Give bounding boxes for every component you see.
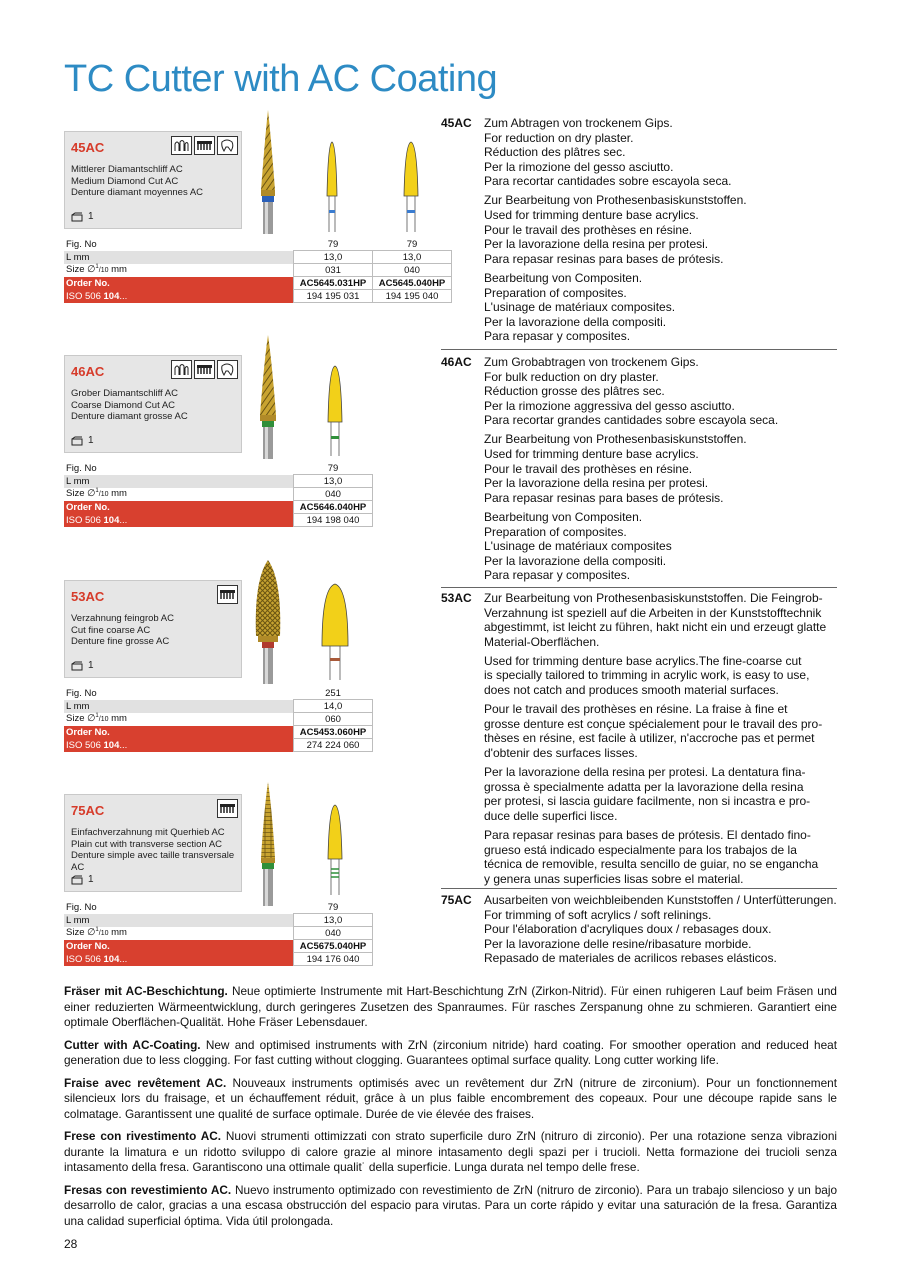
cutter-photo-75ac (250, 780, 286, 908)
plaster-model-icon (171, 360, 192, 379)
iso-label: ISO 506 104... (64, 290, 294, 303)
description-paragraph (484, 765, 837, 823)
description-body (484, 591, 837, 886)
pack-quantity: 1 (71, 211, 94, 222)
description-75ac: 75AC Ausarbeiten von weichbleibenden Kunststoffen / Unterfütterungen. For trimming of soft acrylics / soft relinings. Pour l'élaboration d'acryliques doux / rebasages doux. Per la lavorazione delle resine/ribasature morbide. Repasado de materiales de acrilicos rebases elásticos. (441, 893, 837, 966)
denture-icon (217, 799, 238, 818)
description-line: Para repasar resinas para bases de prótesis. El dentado fino- (484, 827, 811, 842)
product-names: Einfachverzahnung mit Querhieb AC Plain cut with transverse section AC Denture simple avec taille transversale AC (71, 827, 235, 873)
cutter-photo-46ac (250, 333, 286, 461)
description-line: Para repasar resinas para bases de prótesis. (484, 251, 724, 266)
iso-label: ISO 506 104... (64, 739, 294, 752)
cutter-drawing-45ac-040 (398, 140, 424, 234)
composite-tooth-icon (217, 136, 238, 155)
description-paragraph (484, 271, 837, 344)
pack-quantity: 1 (71, 435, 94, 446)
application-icons (171, 136, 238, 155)
description-line: técnica de removible, resulta sencillo de guiar, no se engancha (484, 857, 819, 872)
description-line: Pour le travail des prothèses en résine. La fraise à fine et (484, 702, 788, 717)
coating-info-en: Cutter with AC-Coating. New and optimised instruments with ZrN (zirconium nitride) hard coating. For smoother operation and reduced heat generation due to less clogging. For fast cutting without clogging. Guarantees optimal surface quality. Long cutter working life. (64, 1037, 837, 1067)
description-line: grueso está indicado especialmente para los trabajos de la (484, 842, 797, 857)
description-line: Per la lavorazione delle resine/ribasature morbide. (484, 936, 752, 951)
description-line: Bearbeitung von Compositen. (484, 270, 643, 285)
coating-info-de: Fräser mit AC-Beschichtung. Neue optimierte Instrumente mit Hart-Beschichtung ZrN (Zirkon-Nitrid). Für einen ruhigeren Lauf beim Fräsen und einer reduzierten Wärmeentwicklung, durch geringeres Zusetzen des Spanraumes. Für rasches Zerspanung ohne zu schmieren. Garantiert eine optimale Oberflächen-Qualität. Hohe Fräser Lebensdauer. (64, 984, 837, 1029)
denture-icon (194, 136, 215, 155)
description-paragraph (484, 193, 837, 266)
description-line: Pour le travail des prothèses en résine. (484, 461, 693, 476)
description-line: L'usinage de matériaux composites. (484, 300, 676, 315)
description-line: Per la lavorazione della resina per protesi. (484, 476, 709, 491)
description-line: Réduction grosse des plâtres sec. (484, 384, 665, 399)
denture-icon (194, 360, 215, 379)
description-body (484, 355, 837, 583)
cutter-photo-45ac (250, 108, 286, 236)
description-line: Per la rimozione del gesso asciutto. (484, 159, 674, 174)
description-line: thèses en résine, est facile à utilizer, n'accroche pas et permet (484, 731, 815, 746)
cutter-drawing-45ac-031 (322, 140, 342, 234)
package-icon (71, 875, 83, 885)
description-line: d'obtenir des surfaces lisses. (484, 745, 638, 760)
coating-info-fr: Fraise avec revêtement AC. Nouveaux instruments optimisés avec un revêtement dur ZrN (nitrure de zirconium). Pour un fonctionnement silencieux lors du fraisage, et un échauffement réduit, grâce à un plus faible encombrement des copeaux. Pour une découpe rapide sans le colmatage. Garantissent une qualité de surface optimale. Durée de vie élevée des fraises. (64, 1075, 837, 1121)
description-line: Para recortar cantidades sobre escayola seca. (484, 174, 732, 189)
description-line: For reduction on dry plaster. (484, 130, 634, 145)
description-paragraph (484, 702, 837, 760)
coating-info-es: Fresas con revestimiento AC. Nuevo instrumento optimizado con revestimiento de ZrN (nitruro de zirconio). Para un trabajo silencioso y un bajo desarrollo de calor, gracias a una escasa obstrucción del espacio para virutas. Para un corte rápido y evitar una saturación de la fresa. Garantiza una calidad superficial óptima. Vida útil prolongada. (64, 1182, 838, 1228)
description-body (484, 116, 837, 344)
spec-table-75ac: Fig. No 79 L mm 13,0 Size ∅$^1$/10 mm 040 Order No. AC5675.040HP ISO 506 104... 194 176 040 (64, 901, 373, 966)
description-line: Per la lavorazione della resina per protesi. (484, 237, 709, 252)
description-paragraph (484, 432, 837, 505)
spec-table-45ac: Fig. No 79 79 L mm 13,0 13,0 Size ∅$^1$/10 mm 031 040 Order No. AC5645.031HP AC5645.040HP ISO 506 104... 194 195 031 194 195 040 (64, 238, 452, 303)
product-code: 75AC (71, 803, 105, 818)
description-line: Zur Bearbeitung von Prothesenbasiskunststoffen. (484, 432, 747, 447)
product-code: 46AC (71, 364, 105, 379)
description-line: For bulk reduction on dry plaster. (484, 369, 659, 384)
application-icons (217, 585, 238, 604)
description-body (484, 893, 837, 966)
coating-info (64, 984, 837, 1236)
description-line: Material-Oberflächen. (484, 634, 600, 649)
description-line: Ausarbeiten von weichbleibenden Kunststoffen / Unterfütterungen. (484, 893, 837, 907)
description-line: Per la lavorazione della compositi. (484, 553, 667, 568)
description-line: Zum Abtragen von trockenem Gips. (484, 116, 673, 130)
package-icon (71, 212, 83, 222)
cutter-drawing-75ac (322, 803, 348, 897)
description-line: Verzahnung ist speziell auf die Arbeiten in der Kunststofftechnik (484, 605, 822, 620)
description-paragraph (484, 893, 837, 966)
composite-tooth-icon (217, 360, 238, 379)
description-line: does not catch and produces smooth material surfaces. (484, 683, 779, 698)
product-names: Mittlerer Diamantschliff AC Medium Diamond Cut AC Denture diamant moyennes AC (71, 164, 204, 198)
description-line: grosse denture est conçue spécialement pour le travail des pro- (484, 716, 823, 731)
plaster-model-icon (171, 136, 192, 155)
page-title: TC Cutter with AC Coating (64, 58, 498, 100)
description-line: Per la rimozione aggressiva del gesso asciutto. (484, 398, 735, 413)
description-line: For trimming of soft acrylics / soft relinings. (484, 907, 712, 922)
package-icon (71, 661, 83, 671)
cutter-photo-53ac (250, 558, 286, 686)
description-line: Used for trimming denture base acrylics.The fine-coarse cut (484, 653, 802, 668)
description-line: Per la lavorazione della resina per protesi. La dentatura fina- (484, 765, 806, 780)
description-line: Zur Bearbeitung von Prothesenbasiskunststoffen. Die Feingrob- (484, 591, 823, 605)
description-line: Repasado de materiales de acrilicos rebases elásticos. (484, 951, 777, 966)
description-45ac: 45AC Zum Abtragen von trockenem Gips. For reduction on dry plaster. Réduction des plâtres sec. Per la rimozione del gesso asciutto. Para recortar cantidades sobre escayola seca. Zur Bearbeitung von Prothesenbasiskunststoffen. Used for trimming denture base acrylics. Pour le travail des prothèses en résine. Per la lavorazione della resina per protesi. Para repasar resinas para bases de prótesis. Bearbeitung von Compositen. Preparation of composites. L'usinage de matériaux composites. Per la lavorazione della compositi. Para repasar y composites. (441, 116, 837, 348)
description-line: y genera unas superficies lisas sobre el material. (484, 871, 744, 886)
size-label: Size ∅$^1$/10 mm (66, 927, 127, 939)
description-line: Used for trimming denture base acrylics. (484, 447, 699, 462)
description-line: Zum Grobabtragen von trockenem Gips. (484, 355, 699, 369)
product-code: 45AC (71, 140, 105, 155)
iso-label: ISO 506 104... (64, 953, 294, 966)
package-icon (71, 436, 83, 446)
description-line: Para recortar grandes cantidades sobre escayola seca. (484, 413, 779, 428)
page-number: 28 (64, 1237, 78, 1251)
size-label: Size ∅$^1$/10 mm (66, 264, 127, 276)
product-card-46ac (64, 355, 242, 453)
spec-table-46ac: Fig. No 79 L mm 13,0 Size ∅$^1$/10 mm 040 Order No. AC5646.040HP ISO 506 104... 194 198 040 (64, 462, 373, 527)
description-line: duce delle superfici lisce. (484, 808, 618, 823)
product-card-45ac (64, 131, 242, 229)
description-line: Used for trimming denture base acrylics. (484, 208, 699, 223)
description-line: Para repasar y composites. (484, 329, 631, 344)
description-line: abgestimmt, ist leicht zu führen, hakt nicht ein und erzeugt glatte (484, 620, 827, 635)
description-line: Para repasar resinas para bases de prótesis. (484, 490, 724, 505)
application-icons (171, 360, 238, 379)
description-line: Pour l'élaboration d'acryliques doux / rebasages doux. (484, 922, 772, 937)
description-paragraph (484, 654, 837, 698)
description-line: is specially tailored to trimming in acrylic work, is easy to use, (484, 668, 810, 683)
description-paragraph (484, 828, 837, 886)
denture-icon (217, 585, 238, 604)
description-line: per protesi, si lascia guidare facilmente, non si incastra e pro- (484, 794, 811, 809)
description-line: Réduction des plâtres sec. (484, 145, 626, 160)
spec-table-53ac: Fig. No 251 L mm 14,0 Size ∅$^1$/10 mm 060 Order No. AC5453.060HP ISO 506 104... 274 224 060 (64, 687, 373, 752)
application-icons (217, 799, 238, 818)
description-line: Preparation of composites. (484, 285, 627, 300)
cutter-drawing-53ac (318, 582, 352, 682)
pack-quantity: 1 (71, 874, 94, 885)
description-53ac: 53AC Zur Bearbeitung von Prothesenbasiskunststoffen. Die Feingrob- Verzahnung ist speziell auf die Arbeiten in der Kunststofftechnik abgestimmt, ist leicht zu führen, hakt nicht ein und erzeugt glatte Material-Oberflächen. Used for trimming denture base acrylics.The fine-coarse cut is specially tailored to trimming in acrylic work, is easy to use, does not catch and produces smooth material surfaces. Pour le travail des prothèses en résine. La fraise à fine et grosse denture est conçue spécialement pour le travail des pro- thèses en résine, est facile à utilizer, n'accroche pas et permet d'obtenir des surfaces lisses. Per la lavorazione della resina per protesi. La dentatura fina- grossa è specialmente adatta per la lavorazione della resina per protesi, si lascia guidare facilmente, non si incastra e pro- duce delle superfici lisce. Para repasar resinas para bases de prótesis. El dentado fino- grueso está indicado especialmente para los trabajos de la técnica de removible, resulta sencillo de guiar, no se engancha y genera unas superficies lisas sobre el material. (441, 591, 837, 891)
product-card-53ac (64, 580, 242, 678)
size-label: Size ∅$^1$/10 mm (66, 488, 127, 500)
description-paragraph (484, 116, 837, 189)
description-line: Para repasar y composites. (484, 568, 631, 583)
product-code: 53AC (71, 589, 105, 604)
description-line: Zur Bearbeitung von Prothesenbasiskunststoffen. (484, 193, 747, 208)
divider (441, 587, 837, 588)
cutter-drawing-46ac (322, 364, 348, 458)
description-line: Per la lavorazione della compositi. (484, 314, 667, 329)
description-paragraph (484, 591, 837, 649)
description-line: Pour le travail des prothèses en résine. (484, 222, 693, 237)
pack-quantity: 1 (71, 660, 94, 671)
divider (441, 349, 837, 350)
description-line: grossa è specialmente adatta per la lavorazione della resina (484, 779, 804, 794)
product-names: Verzahnung feingrob AC Cut fine coarse AC Denture fine grosse AC (71, 613, 174, 647)
size-label: Size ∅$^1$/10 mm (66, 713, 127, 725)
product-card-75ac (64, 794, 242, 892)
coating-info-it: Frese con rivestimento AC. Nuovi strumenti ottimizzati con strato superficile duro ZrN (nitruro di zirconio). Per una rotazione senza vibrazioni durante la limatura e un ridotto sviluppo di calore grazie al minore intasamento degli spazi per i trucioli. Netta formazione dei trucioli senza intasamento della fresa. Garantiscono una ottimale qualit˙ della superficie. Lunga durata nel tempo delle frese. (64, 1129, 837, 1174)
description-line: L'usinage de matériaux composites (484, 539, 672, 554)
divider (441, 888, 837, 889)
description-46ac: 46AC Zum Grobabtragen von trockenem Gips. For bulk reduction on dry plaster. Réduction grosse des plâtres sec. Per la rimozione aggressiva del gesso asciutto. Para recortar grandes cantidades sobre escayola seca. Zur Bearbeitung von Prothesenbasiskunststoffen. Used for trimming denture base acrylics. Pour le travail des prothèses en résine. Per la lavorazione della resina per protesi. Para repasar resinas para bases de prótesis. Bearbeitung von Compositen. Preparation of composites. L'usinage de matériaux composites Per la lavorazione della compositi. Para repasar y composites. (441, 355, 837, 587)
description-line: Bearbeitung von Compositen. (484, 509, 643, 524)
product-names: Grober Diamantschliff AC Coarse Diamond Cut AC Denture diamant grosse AC (71, 388, 188, 422)
iso-label: ISO 506 104... (64, 514, 294, 527)
description-paragraph (484, 510, 837, 583)
description-line: Preparation of composites. (484, 524, 627, 539)
description-paragraph (484, 355, 837, 428)
